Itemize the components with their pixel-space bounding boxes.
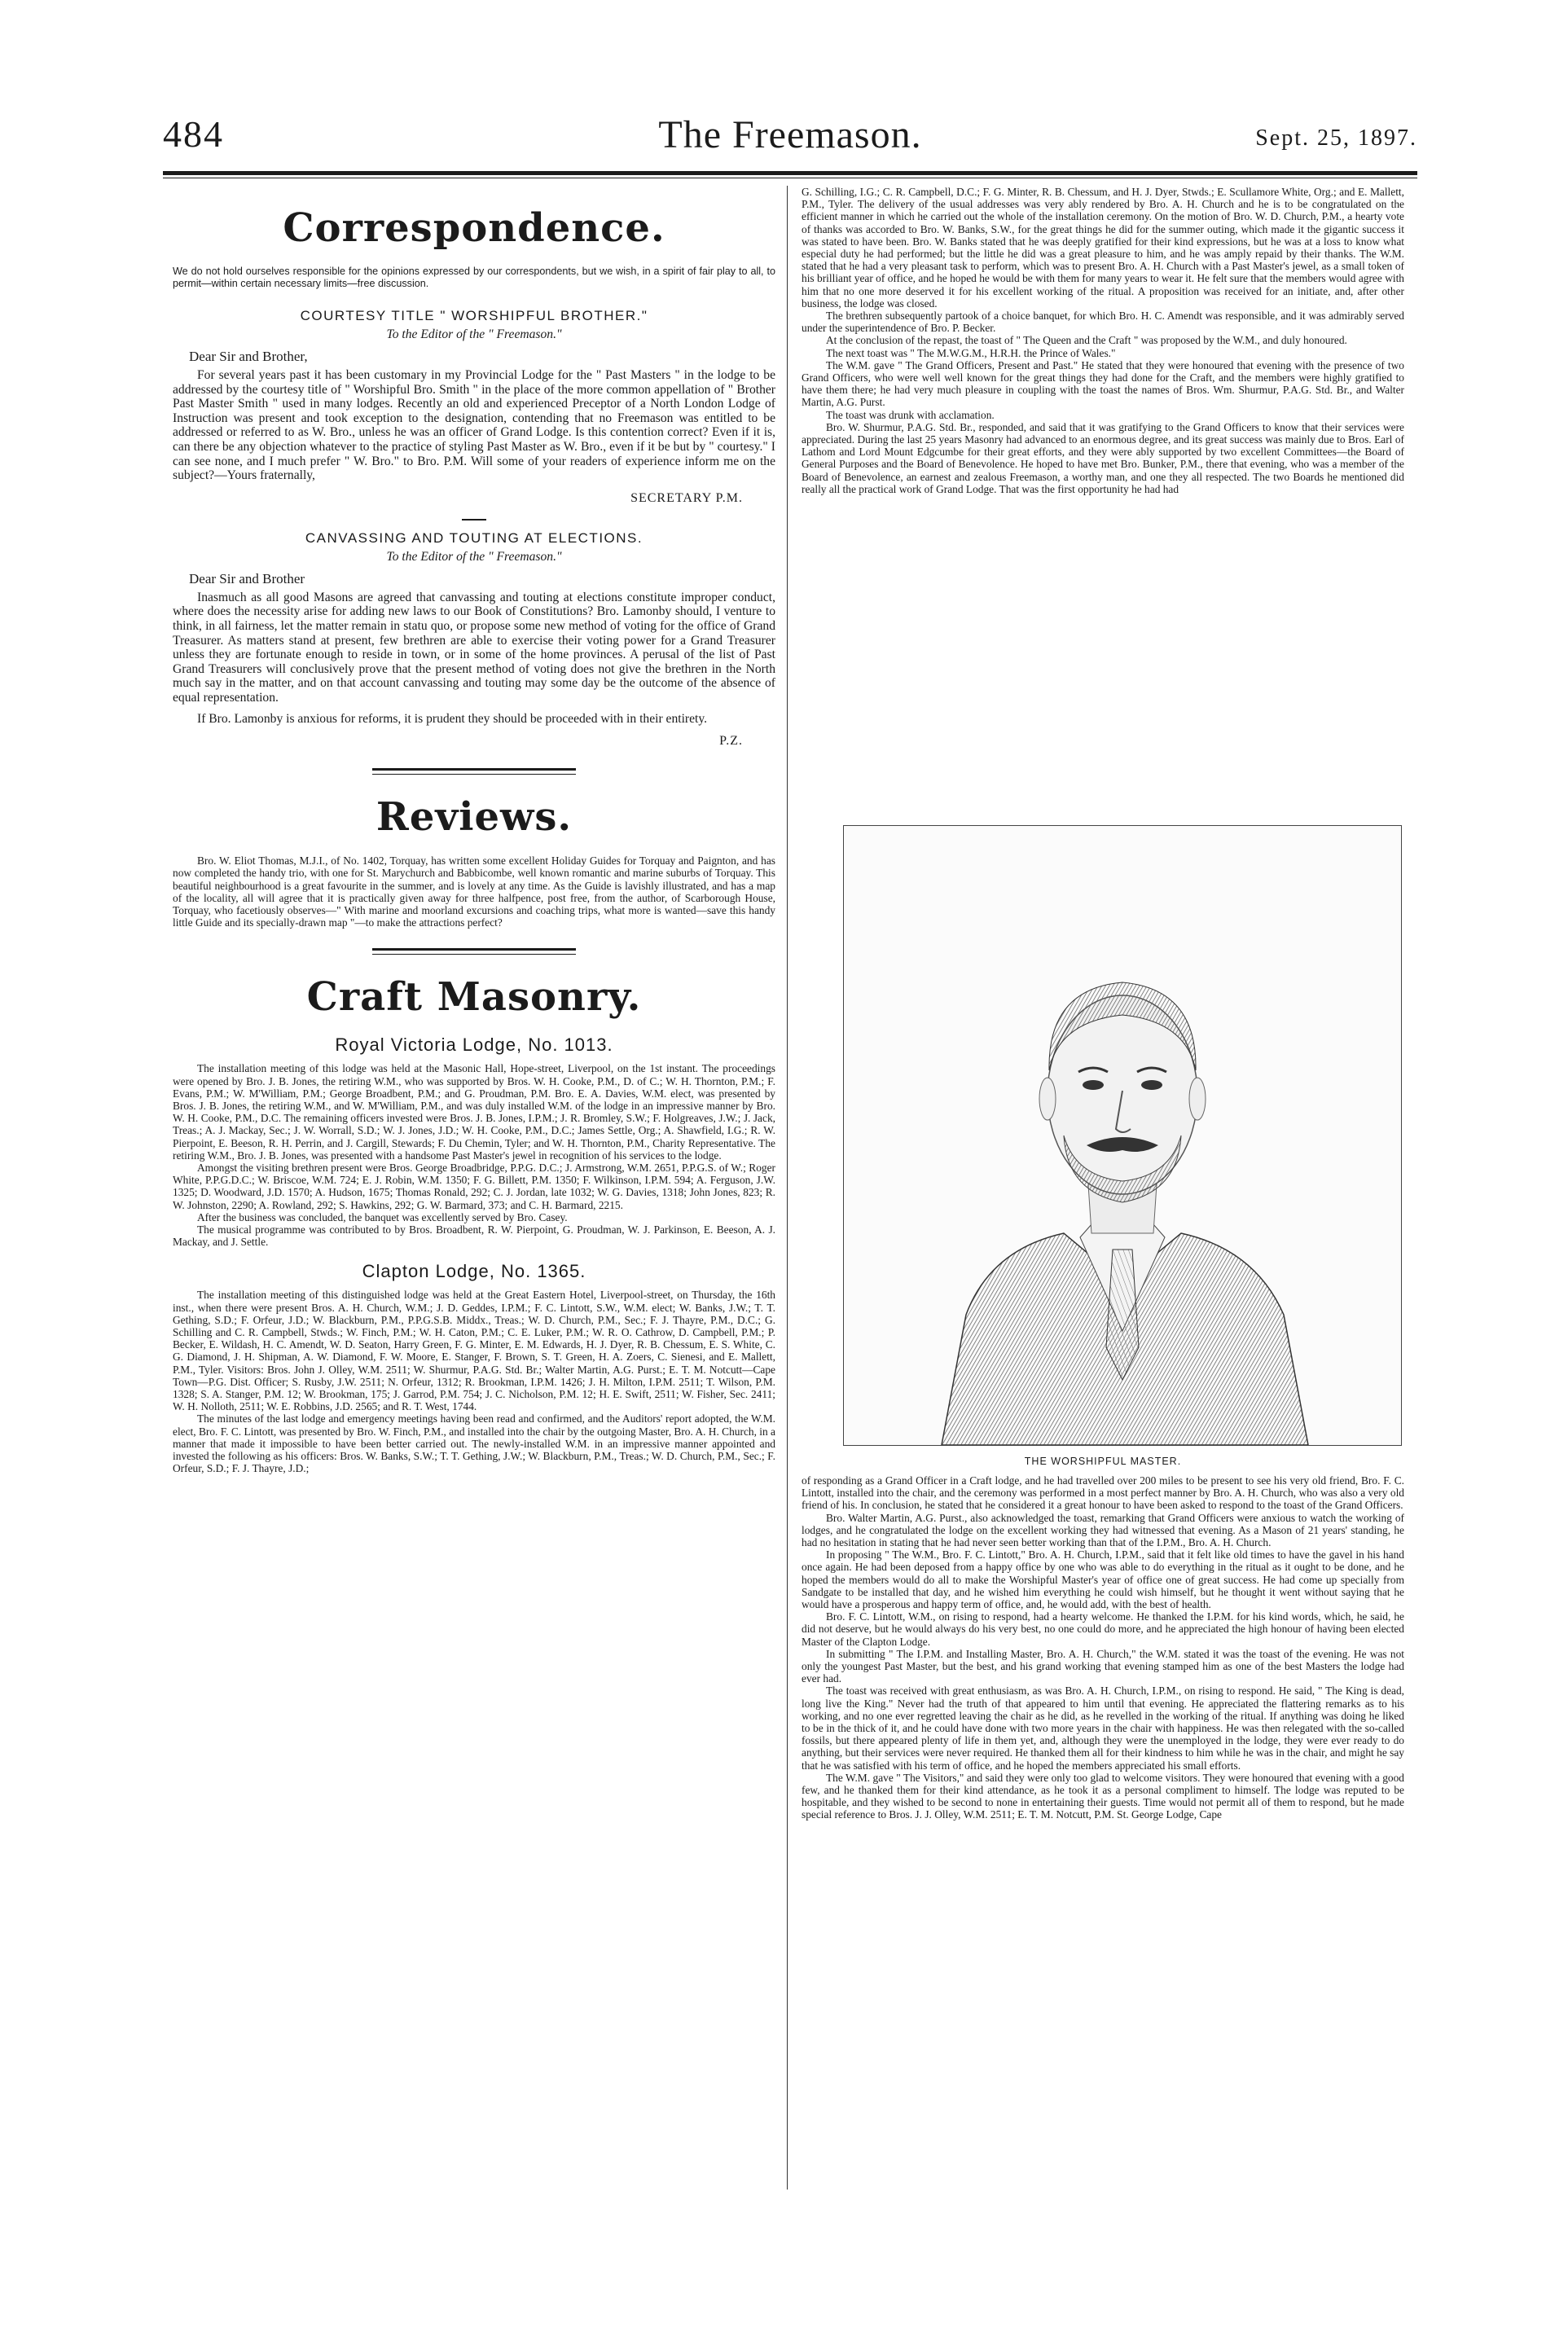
lodge-report: In proposing " The W.M., Bro. F. C. Lintott," Bro. A. H. Church, I.P.M., said that it felt like old times to have the gavel in his hand once again. He had been deposed from a happy office by one who was able to do everything in the ritual as it ought to be done, and he hoped the members would do all to make the Worshipful Master's year of office one of great success. He had come up specially from Sandgate to be installed that day, and he wished him everything he could wish himself, but he thought it went without saying that he would have a prosperous and happy term of office, and, he would add, with the best of health. [802,1548,1404,1611]
craft-masonry-heading: Craft Masonry. [306,974,642,1021]
lodge-report: The next toast was " The M.W.G.M., H.R.H. the Prince of Wales." [826,346,1116,359]
lodge-report: At the conclusion of the repast, the toast of " The Queen and the Craft " was proposed by the W.M., and duly honoured. [826,334,1347,347]
letter-body: If Bro. Lamonby is anxious for reforms, it is prudent they should be proceeded with in their entirety. [197,711,708,726]
lodge-title: Royal Victoria Lodge, No. 1013. [335,1034,613,1056]
letter-signature: P.Z. [719,734,743,749]
letter-address: To the Editor of the " Freemason." [386,549,562,564]
divider [462,519,486,521]
reviews-heading: Reviews. [376,794,573,841]
left-column [173,186,775,1474]
letter-title: CANVASSING AND TOUTING AT ELECTIONS. [305,529,643,546]
letter-body: Inasmuch as all good Masons are agreed that canvassing and touting at elections constitute improper conduct, where does the necessity arise for adding new laws to our Book of Constitutions? Bro. Lamonby should, I venture to think, in all fairness, let the matter remain in statu quo, or propose some new method of voting for the office of Grand Treasurer. As matters stand at present, few brethren are able to exercise their voting power for a Grand Treasurer unless they are fortunate enough to reside in town, or in some of the home provinces. A perusal of the list of Past Grand Treasurers will conclusively prove that the present method of voting does not give the brethren in the North much say in the matter, and on that account canvassing and touting may some day be the outcome of the absence of equal representation. [173,590,775,705]
portrait-caption: THE WORSHIPFUL MASTER. [1024,1456,1182,1467]
lodge-title: Clapton Lodge, No. 1365. [362,1261,586,1282]
page-number: 484 [163,113,224,155]
lodge-report: Bro. F. C. Lintott, W.M., on rising to respond, had a hearty welcome. He thanked the I.P.M. for his kind words, which, he said, he did not deserve, but he would always do his very best, no one could do more, and he appreciated the high honour of having been elected Master of the Clapton Lodge. [802,1610,1404,1648]
lodge-report: The musical programme was contributed to by Bros. Broadbent, R. W. Pierpoint, G. Proudman, W. J. Parkinson, E. Beeson, A. J. Mackay, and J. Settle. [173,1223,775,1249]
lodge-report: Bro. W. Shurmur, P.A.G. Std. Br., responded, and said that it was gratifying to the Grand Officers to know that their services were appreciated. During the last 25 years Masonry had advanced to an enormous degree, and its great success was mainly due to Bros. Earl of Lathom and Lord Mount Edgcumbe for their great efforts, and they were ably supported by two excellent Committees—the Board of General Purposes and the Board of Benevolence. He hoped to have met Bro. Bunker, P.M., there that evening, who was a member of the Board of Benevolence, an earnest and zealous Freemason, a worthy man, and one they all respected. The two Boards he mentioned did really all the practical work of Grand Lodge. That was the first opportunity he had had [802,420,1404,495]
correspondence-heading: Correspondence. [283,205,665,251]
right-column [802,186,1404,495]
lodge-report: In submitting " The I.P.M. and Installing Master, Bro. A. H. Church," the W.M. stated it was the toast of the evening. He was not only the youngest Past Master, but the best, and his grand working that evening stamped him as one of the best Masters the lodge had ever had. [802,1647,1404,1685]
issue-date: Sept. 25, 1897. [1255,125,1417,151]
lodge-report: Amongst the visiting brethren present were Bros. George Broadbridge, P.P.G. D.C.; J. Armstrong, W.M. 2651, P.P.G.S. of W.; Roger White, P.P.G.D.C.; W. Briscoe, W.M. 724; E. J. Robin, W.M. 1350; F. G. Billett, P.M. 1350; F. Wilkinson, I.P.M. 594; A. Ferguson, J.W. 1325; D. Woodward, J.D. 1570; A. Hudson, 1675; Thomas Ronald, 292; C. J. Jordan, late 1032; W. G. Davies, 1318; John Jones, 823; R. W. Johnston, 2290; A. Rowland, 292; S. Hawkins, 292; G. W. Barmard, 373; and C. H. Barmard, 2215. [173,1161,775,1211]
letter-address: To the Editor of the " Freemason." [386,327,562,341]
lodge-report: The toast was drunk with acclamation. [826,408,995,421]
section-divider [372,768,576,775]
letter-salutation: Dear Sir and Brother [189,570,305,586]
review-body: Bro. W. Eliot Thomas, M.J.I., of No. 1402, Torquay, has written some excellent Holiday Guides for Torquay and Paignton, and has now completed the handy trio, with one for St. Marychurch and Babbicombe, well known romantic and marine suburbs of Torquay. This beautiful neighbourhood is a great favourite in the summer, and is lovely at any time. As the Guide is lavishly illustrated, and has a map of the locality, all will agree that it is practically given away for three halfpence, post free, from the author, of Scarborough House, Torquay, who facetiously observes—" With marine and moorland excursions and coaching trips, what more is wanted—save this handy little Guide and its specially-drawn map "—to make the attractions perfect? [173,854,775,929]
portrait-engraving [844,826,1401,1445]
lodge-report: The installation meeting of this lodge was held at the Masonic Hall, Hope-street, Liverpool, on the 1st instant. The proceedings were opened by Bro. J. B. Jones, the retiring W.M., who was supported by Bros. W. H. Cooke, P.M., D. of C.; W. H. Thornton, P.M.; F. Evans, P.M.; W. M'William, P.M.; George Broadbent, P.M.; and G. Proudman, P.M. Bro. E. A. Davies, W.M. elect, was presented by Bros. J. B. Jones, the retiring W.M., and W. M'William, P.M., and was duly installed W.M. of the lodge in an impressive manner by Bro. W. H. Cooke, P.M., D.C. The remaining officers invested were Bros. J. B. Jones, I.P.M.; J. R. Bromley, S.W.; F. Holgreaves, J.W.; J. Jack, Treas.; A. J. Mackay, Sec.; J. W. Worrall, S.D.; W. J. Jones, J.D.; W. H. Cooke, P.M., D.C.; James Settle, Org.; A. Shawfield, I.G.; R. W. Pierpoint, E. Beeson, R. H. Perrin, and J. Cargill, Stewards; F. Du Chemin, Tyler; and W. H. Thornton, P.M., Charity Representative. The retiring W.M., Bro. J. B. Jones, was presented with a handsome Past Master's jewel in recognition of his services to the lodge. [173,1062,775,1162]
journal-title: The Freemason. [658,113,922,156]
lodge-report: Bro. Walter Martin, A.G. Purst., also acknowledged the toast, remarking that Grand Officers were anxious to watch the working of lodges, and he congratulated the lodge on the excellent working they had witnessed that evening. As a Mason of 21 years' standing, he had no hesitation in stating that he had never seen better working than that of the I.P.M., Bro. A. H. Church. [802,1511,1404,1549]
letter-salutation: Dear Sir and Brother, [189,349,308,364]
portrait-image [843,825,1402,1446]
lodge-report: After the business was concluded, the banquet was excellently served by Bro. Casey. [197,1210,568,1223]
lodge-report: The minutes of the last lodge and emergency meetings having been read and confirmed, and the Auditors' report adopted, the W.M. elect, Bro. F. C. Lintott, was presented by Bro. W. Finch, P.M., and installed into the chair by the outgoing Master, Bro. A. H. Church, in a manner that made it impossible to have been better carried out. The newly-installed W.M. in an impressive manner appointed and invested the following as his officers: Bros. W. Banks, S.W.; T. T. Gething, J.W.; W. Blackburn, P.M., Treas.; W. D. Church, P.M., Sec.; F. Orfeur, S.D.; F. J. Thayre, J.D.; [173,1412,775,1475]
lodge-report: The W.M. gave " The Visitors," and said they were only too glad to welcome visitors. They were honoured that evening with a good few, and he thanked them for their kind attendance, as he took it as a personal compliment to himself. The lodge was reputed to be hospitable, and they wished to be second to none in entertaining their guests. Time would not permit all of them to respond, but he made special reference to Bros. J. J. Olley, W.M. 2511; E. T. M. Notcutt, P.M. St. George Lodge, Cape [802,1771,1404,1821]
letter-signature: SECRETARY P.M. [630,490,743,505]
lodge-report: The brethren subsequently partook of a choice banquet, for which Bro. H. C. Amendt was responsible, and it was admirably served under the superintendence of Bro. P. Becker. [802,310,1404,335]
disclaimer: We do not hold ourselves responsible for the opinions expressed by our correspondents, but we wish, in a spirit of fair play to all, to permit—within certain necessary limits—free discussion. [173,266,775,289]
lodge-report: of responding as a Grand Officer in a Craft lodge, and he had travelled over 200 miles to be present to see his very old friend, Bro. F. C. Lintott, installed into the chair, and the ceremony was performed in a most perfect manner by Bro. A. H. Church, who was also a very old friend of his. In conclusion, he stated that he considered it a great honour to have been asked to respond to the toast of the Grand Officers. [802,1474,1404,1512]
masthead-rule [163,171,1417,175]
masthead [163,112,1417,169]
right-column-continued [802,1474,1404,1821]
letter-title: COURTESY TITLE " WORSHIPFUL BROTHER." [300,308,648,323]
lodge-report: The W.M. gave " The Grand Officers, Present and Past." He stated that they were honoured that evening with the presence of two Grand Officers, who were well well known for the great things they had done for the Craft, and the members were highly gratified to have them there; he had very much pleasure in coupling with the toast the names of Bros. Wm. Shurmur, P.A.G. Std. Br., and Walter Martin, A.G. Purst. [802,358,1404,409]
lodge-report: G. Schilling, I.G.; C. R. Campbell, D.C.; F. G. Minter, R. B. Chessum, and H. J. Dyer, Stwds.; E. Scullamore White, Org.; and E. Mallett, P.M., Tyler. The delivery of the usual addresses was very ably rendered by Bro. A. H. Church and he is to be congratulated on the efficient manner in which he carried out the whole of the installation ceremony. On the motion of Bro. W. D. Church, P.M., a hearty vote of thanks was accorded to Bro. W. Banks, S.W., for the great things he did for the summer outing, which made it the gigantic success it was stated to have been. Bro. W. Banks stated that he was deeply gratified for their kind expressions, but he was at a loss to know what especial duty he had performed; but the little he did was a great pleasure to him, and he was amply repaid by their thanks. The W.M. stated that he had a very pleasant task to perform, which was to present Bro. A. H. Church with a Past Master's jewel, as a small token of his brilliant year of office, and he hoped he would be with them for many years to wear it. He felt sure that the members would agree with him that no one more deserved it for his excellent working of the ritual. A proposition was received for an initiate, and, after other business, the lodge was closed. [802,186,1404,310]
letter-body: For several years past it has been customary in my Provincial Lodge for the " Past Masters " in the lodge to be addressed by the courtesy title of " Worshipful Bro. Smith " in the place of the more common appellation of " Brother Past Master Smith " used in many lodges. Recently an old and experienced Preceptor of a North London Lodge of Instruction was present and took exception to the designation, contending that no Freemason was entitled to be addressed or referred to as W. Bro., unless he was an officer of Grand Lodge. Is this contention correct? Even if it is, can there be any objection whatever to the practice of styling Past Master as W. Bro., even if it be but by " courtesy." I can see none, and I much prefer " W. Bro." to Bro. P.M. Will some of your readers of experience inform me on the subject?—Yours fraternally, [173,368,775,483]
section-divider [372,948,576,955]
lodge-report: The toast was received with great enthusiasm, as was Bro. A. H. Church, I.P.M., on rising to respond. He said, " The King is dead, long live the King." Never had the truth of that appeared to him until that evening. He appreciated the flattering remarks as to his working, and no one ever regretted leaving the chair as he did, as he revelled in the working of the ritual. If anything was doing he liked to be in the thick of it, and he could have done with two more years in the chair with happiness. He was then relegated with the so-called fossils, but there appeared plenty of life in them yet, and, although they were the unemployed in the lodge, they were ever ready to do anything, but their services were never required. He thanked them all for their kindness to him while he was in the chair, and might he say that he was satisfied with his term of office, and he hoped the members appreciated his small efforts. [802,1685,1404,1772]
lodge-report: The installation meeting of this distinguished lodge was held at the Great Eastern Hotel, Liverpool-street, on Thursday, the 16th inst., when there were present Bros. A. H. Church, W.M.; J. D. Geddes, I.P.M.; F. C. Lintott, S.W., W.M. elect; W. Banks, J.W.; T. T. Gething, S.D.; F. Orfeur, J.D.; W. Blackburn, P.M., P.P.G.S.B. Middx., Treas.; W. D. Church, P.M., Sec.; F. J. Thayre, P.M., D.C.; G. Schilling and C. R. Campbell, Stwds.; W. Finch, P.M.; W. H. Caton, P.M.; C. E. Luker, P.M.; W. R. O. Cathrow, D. Campbell, P.M.; P. Becker, E. Wildash, H. C. Amendt, W. D. Seaton, Harry Green, F. G. Minter, E. M. Edwards, H. J. Dyer, R. B. Chessum, E. S. White, C. G. Diamond, J. H. Shipman, A. W. Diamond, F. W. Moore, E. Stanger, F. Brown, S. T. Green, H. A. Zoers, C. Sienesi, and E. Mallett, P.M., Tyler. Visitors: Bros. John J. Olley, W.M. 2511; W. Shurmur, P.A.G. Std. Br.; Walter Martin, A.G. Purst.; E. T. M. Notcutt—Cape Town—P.G. Dist. Officer; S. Rusby, J.W. 2511; N. Orfeur, 1312; R. Brookman, I.P.M. 1426; J. H. Milton, I.P.M. 2511; T. Wilson, P.M. 1328; S. A. Stanger, P.M. 12; W. Brookman, 175; J. Garrod, P.M. 754; J. C. Nicholson, P.M. 12; H. E. Swift, 2511; W. Fisher, Sec. 2411; W. H. Nolloth, 2511; W. E. Robbins, J.D. 2565; and R. T. West, 1744. [173,1289,775,1413]
column-divider [787,186,788,2190]
